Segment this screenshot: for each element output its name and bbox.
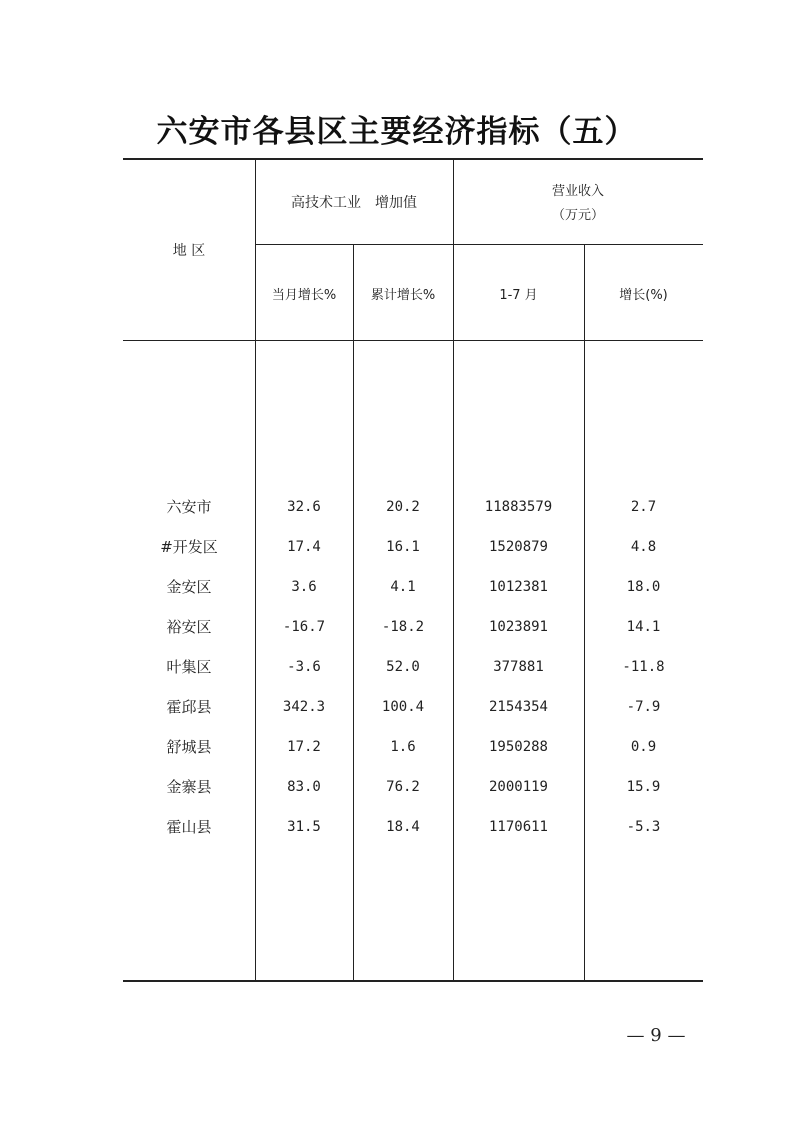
cell-month-growth: 32.6 <box>287 499 321 515</box>
cell-month-growth: -3.6 <box>287 659 321 675</box>
table-bottom-border <box>123 980 703 982</box>
cell-region: 叶集区 <box>166 658 212 676</box>
cell-growth: 18.0 <box>626 579 661 595</box>
cell-cumulative-growth: 18.4 <box>386 819 420 835</box>
cell-month-growth: 83.0 <box>287 779 321 795</box>
cell-revenue: 2000119 <box>488 779 548 795</box>
cell-growth: -7.9 <box>626 699 661 715</box>
page-number: — 9 — <box>626 1025 686 1046</box>
column-divider-groups <box>453 158 454 981</box>
cell-cumulative-growth: 76.2 <box>386 779 420 795</box>
cell-cumulative-growth: 100.4 <box>381 699 425 715</box>
cell-cumulative-growth: 20.2 <box>386 499 420 515</box>
header-group-revenue-line1: 营业收入 <box>551 184 604 199</box>
header-growth: 增长(%) <box>619 288 668 303</box>
cell-region: 舒城县 <box>166 738 212 756</box>
cell-region: #开发区 <box>160 538 218 556</box>
cell-growth: 0.9 <box>630 739 657 755</box>
cell-revenue: 1023891 <box>488 619 548 635</box>
cell-revenue: 1520879 <box>488 539 548 555</box>
cell-growth: -5.3 <box>626 819 661 835</box>
cell-revenue: 1012381 <box>488 579 548 595</box>
cell-month-growth: 31.5 <box>287 819 321 835</box>
cell-growth: 15.9 <box>626 779 661 795</box>
cell-region: 金安区 <box>166 578 212 596</box>
cell-region: 霍山县 <box>166 818 212 836</box>
cell-cumulative-growth: 1.6 <box>390 739 416 755</box>
header-group-divider <box>255 244 703 245</box>
cell-month-growth: 17.2 <box>287 739 321 755</box>
cell-cumulative-growth: 16.1 <box>386 539 420 555</box>
cell-revenue: 11883579 <box>484 499 553 515</box>
cell-region: 裕安区 <box>166 618 212 636</box>
cell-month-growth: 3.6 <box>291 579 317 595</box>
cell-growth: 2.7 <box>630 499 657 515</box>
cell-cumulative-growth: -18.2 <box>381 619 425 635</box>
column-divider-region <box>255 158 256 981</box>
cell-month-growth: -16.7 <box>282 619 326 635</box>
header-region: 地 区 <box>172 243 206 259</box>
cell-growth: 4.8 <box>630 539 657 555</box>
header-group-hitech: 高技术工业 增加值 <box>291 195 417 211</box>
cell-month-growth: 342.3 <box>282 699 326 715</box>
cell-region: 金寨县 <box>166 778 212 796</box>
cell-region: 霍邱县 <box>166 698 212 716</box>
header-group-revenue-line2: （万元） <box>551 208 604 223</box>
column-divider-hitech <box>353 244 354 981</box>
cell-growth: 14.1 <box>626 619 661 635</box>
page-title: 六安市各县区主要经济指标（五） <box>156 114 637 150</box>
header-jan-jul: 1-7 月 <box>499 288 538 303</box>
cell-cumulative-growth: 52.0 <box>386 659 420 675</box>
table-top-border <box>123 158 703 160</box>
header-month-growth: 当月增长% <box>271 288 337 303</box>
column-divider-revenue <box>584 244 585 981</box>
cell-growth: -11.8 <box>622 659 665 675</box>
cell-revenue: 1950288 <box>488 739 548 755</box>
cell-cumulative-growth: 4.1 <box>390 579 416 595</box>
cell-revenue: 377881 <box>493 659 544 675</box>
cell-revenue: 1170611 <box>488 819 548 835</box>
header-cumulative-growth: 累计增长% <box>370 288 436 303</box>
header-bottom-border <box>123 340 703 341</box>
cell-revenue: 2154354 <box>488 699 548 715</box>
cell-month-growth: 17.4 <box>287 539 321 555</box>
cell-region: 六安市 <box>166 498 212 516</box>
